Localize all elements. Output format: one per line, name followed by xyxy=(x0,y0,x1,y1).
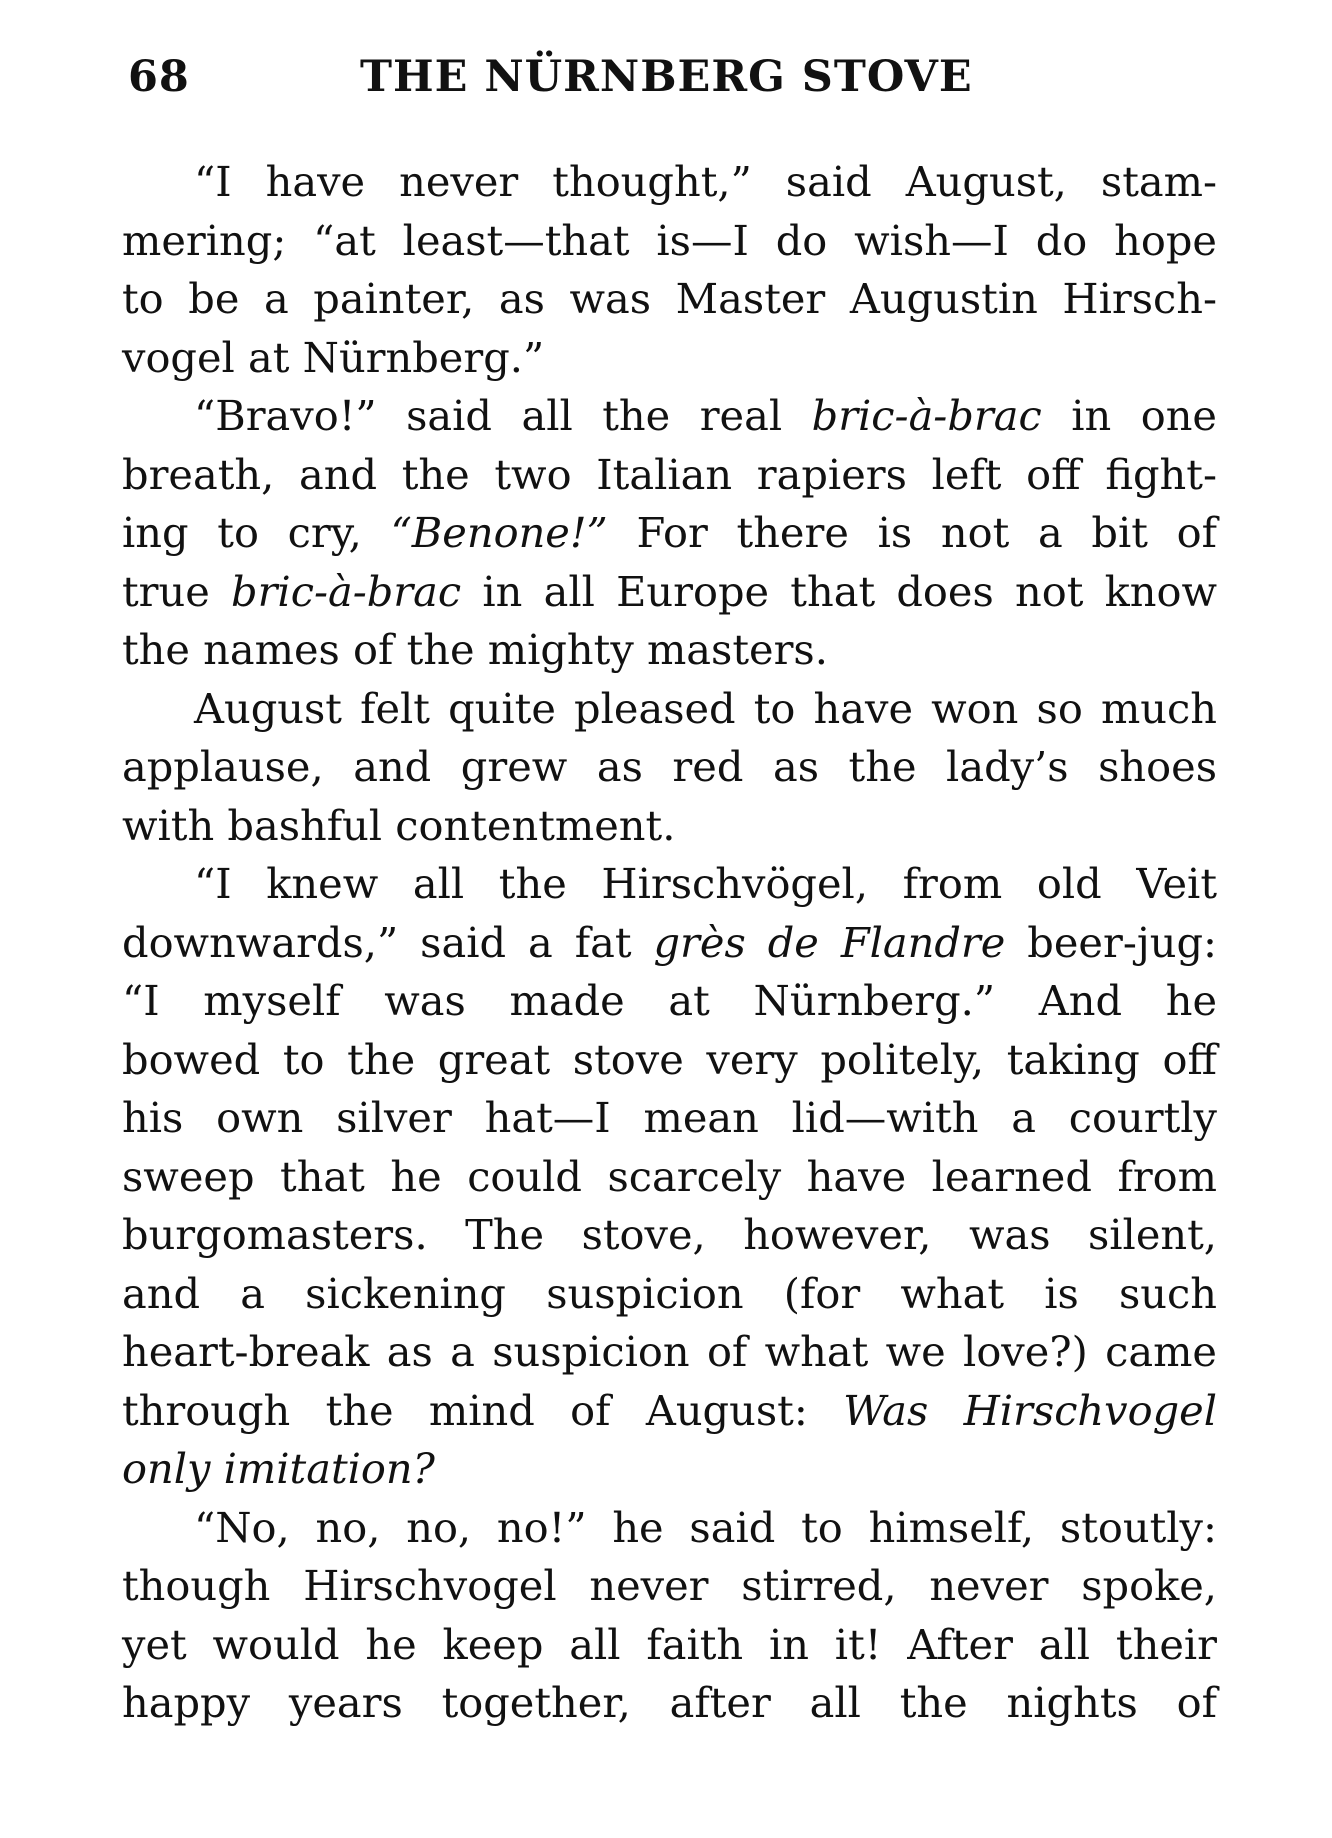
text-line: bowed to the great stove very politely, taking off xyxy=(122,1034,1217,1084)
text-line: “Bravo!” said all the real bric-à-brac in one xyxy=(194,391,1217,440)
text-line: “No, no, no, no!” he said to himself, stoutly: xyxy=(194,1502,1217,1552)
text-line: the names of the mighty masters. xyxy=(122,625,828,674)
text-line: “I myself was made at Nürnberg.” And he xyxy=(122,976,1217,1025)
text-line: to be a painter, as was Master Augustin Hirsch- xyxy=(122,274,1217,323)
page-number: 68 xyxy=(128,52,190,102)
text-line: heart-break as a suspicion of what we love?) came xyxy=(122,1327,1217,1376)
body-text xyxy=(122,153,1217,1733)
text-line: yet would he keep all faith in it! After all their xyxy=(122,1619,1217,1669)
text-line: vogel at Nürnberg.” xyxy=(122,332,545,382)
text-line: though Hirschvogel never stirred, never spoke, xyxy=(122,1561,1217,1610)
text-line: and a sickening suspicion (for what is such xyxy=(122,1268,1217,1318)
text-line: burgomasters. The stove, however, was silent, xyxy=(122,1210,1217,1259)
text-line: only imitation? xyxy=(122,1444,435,1493)
text-line: true bric-à-brac in all Europe that does not know xyxy=(122,566,1217,616)
text-line: sweep that he could scarcely have learned from xyxy=(122,1151,1217,1201)
running-head xyxy=(128,52,1228,112)
book-title: THE NÜRNBERG STOVE xyxy=(360,52,973,102)
text-line: August felt quite pleased to have won so much xyxy=(194,683,1217,733)
text-line: happy years together, after all the nights of xyxy=(122,1678,1217,1727)
text-line: ing to cry, “Benone!” For there is not a bit of xyxy=(122,508,1217,557)
text-line: applause, and grew as red as the lady’s shoes xyxy=(122,742,1217,791)
text-line: his own silver hat—I mean lid—with a courtly xyxy=(122,1093,1217,1142)
text-line: “I knew all the Hirschvögel, from old Veit xyxy=(194,859,1217,908)
text-line: with bashful contentment. xyxy=(122,800,676,850)
text-line: through the mind of August: Was Hirschvogel xyxy=(122,1385,1217,1435)
text-line: “I have never thought,” said August, stam- xyxy=(194,157,1217,206)
text-line: breath, and the two Italian rapiers left off fight- xyxy=(122,449,1217,499)
text-line: mering; “at least—that is—I do wish—I do hope xyxy=(122,215,1217,265)
text-line: downwards,” said a fat grès de Flandre beer-jug: xyxy=(122,917,1217,967)
